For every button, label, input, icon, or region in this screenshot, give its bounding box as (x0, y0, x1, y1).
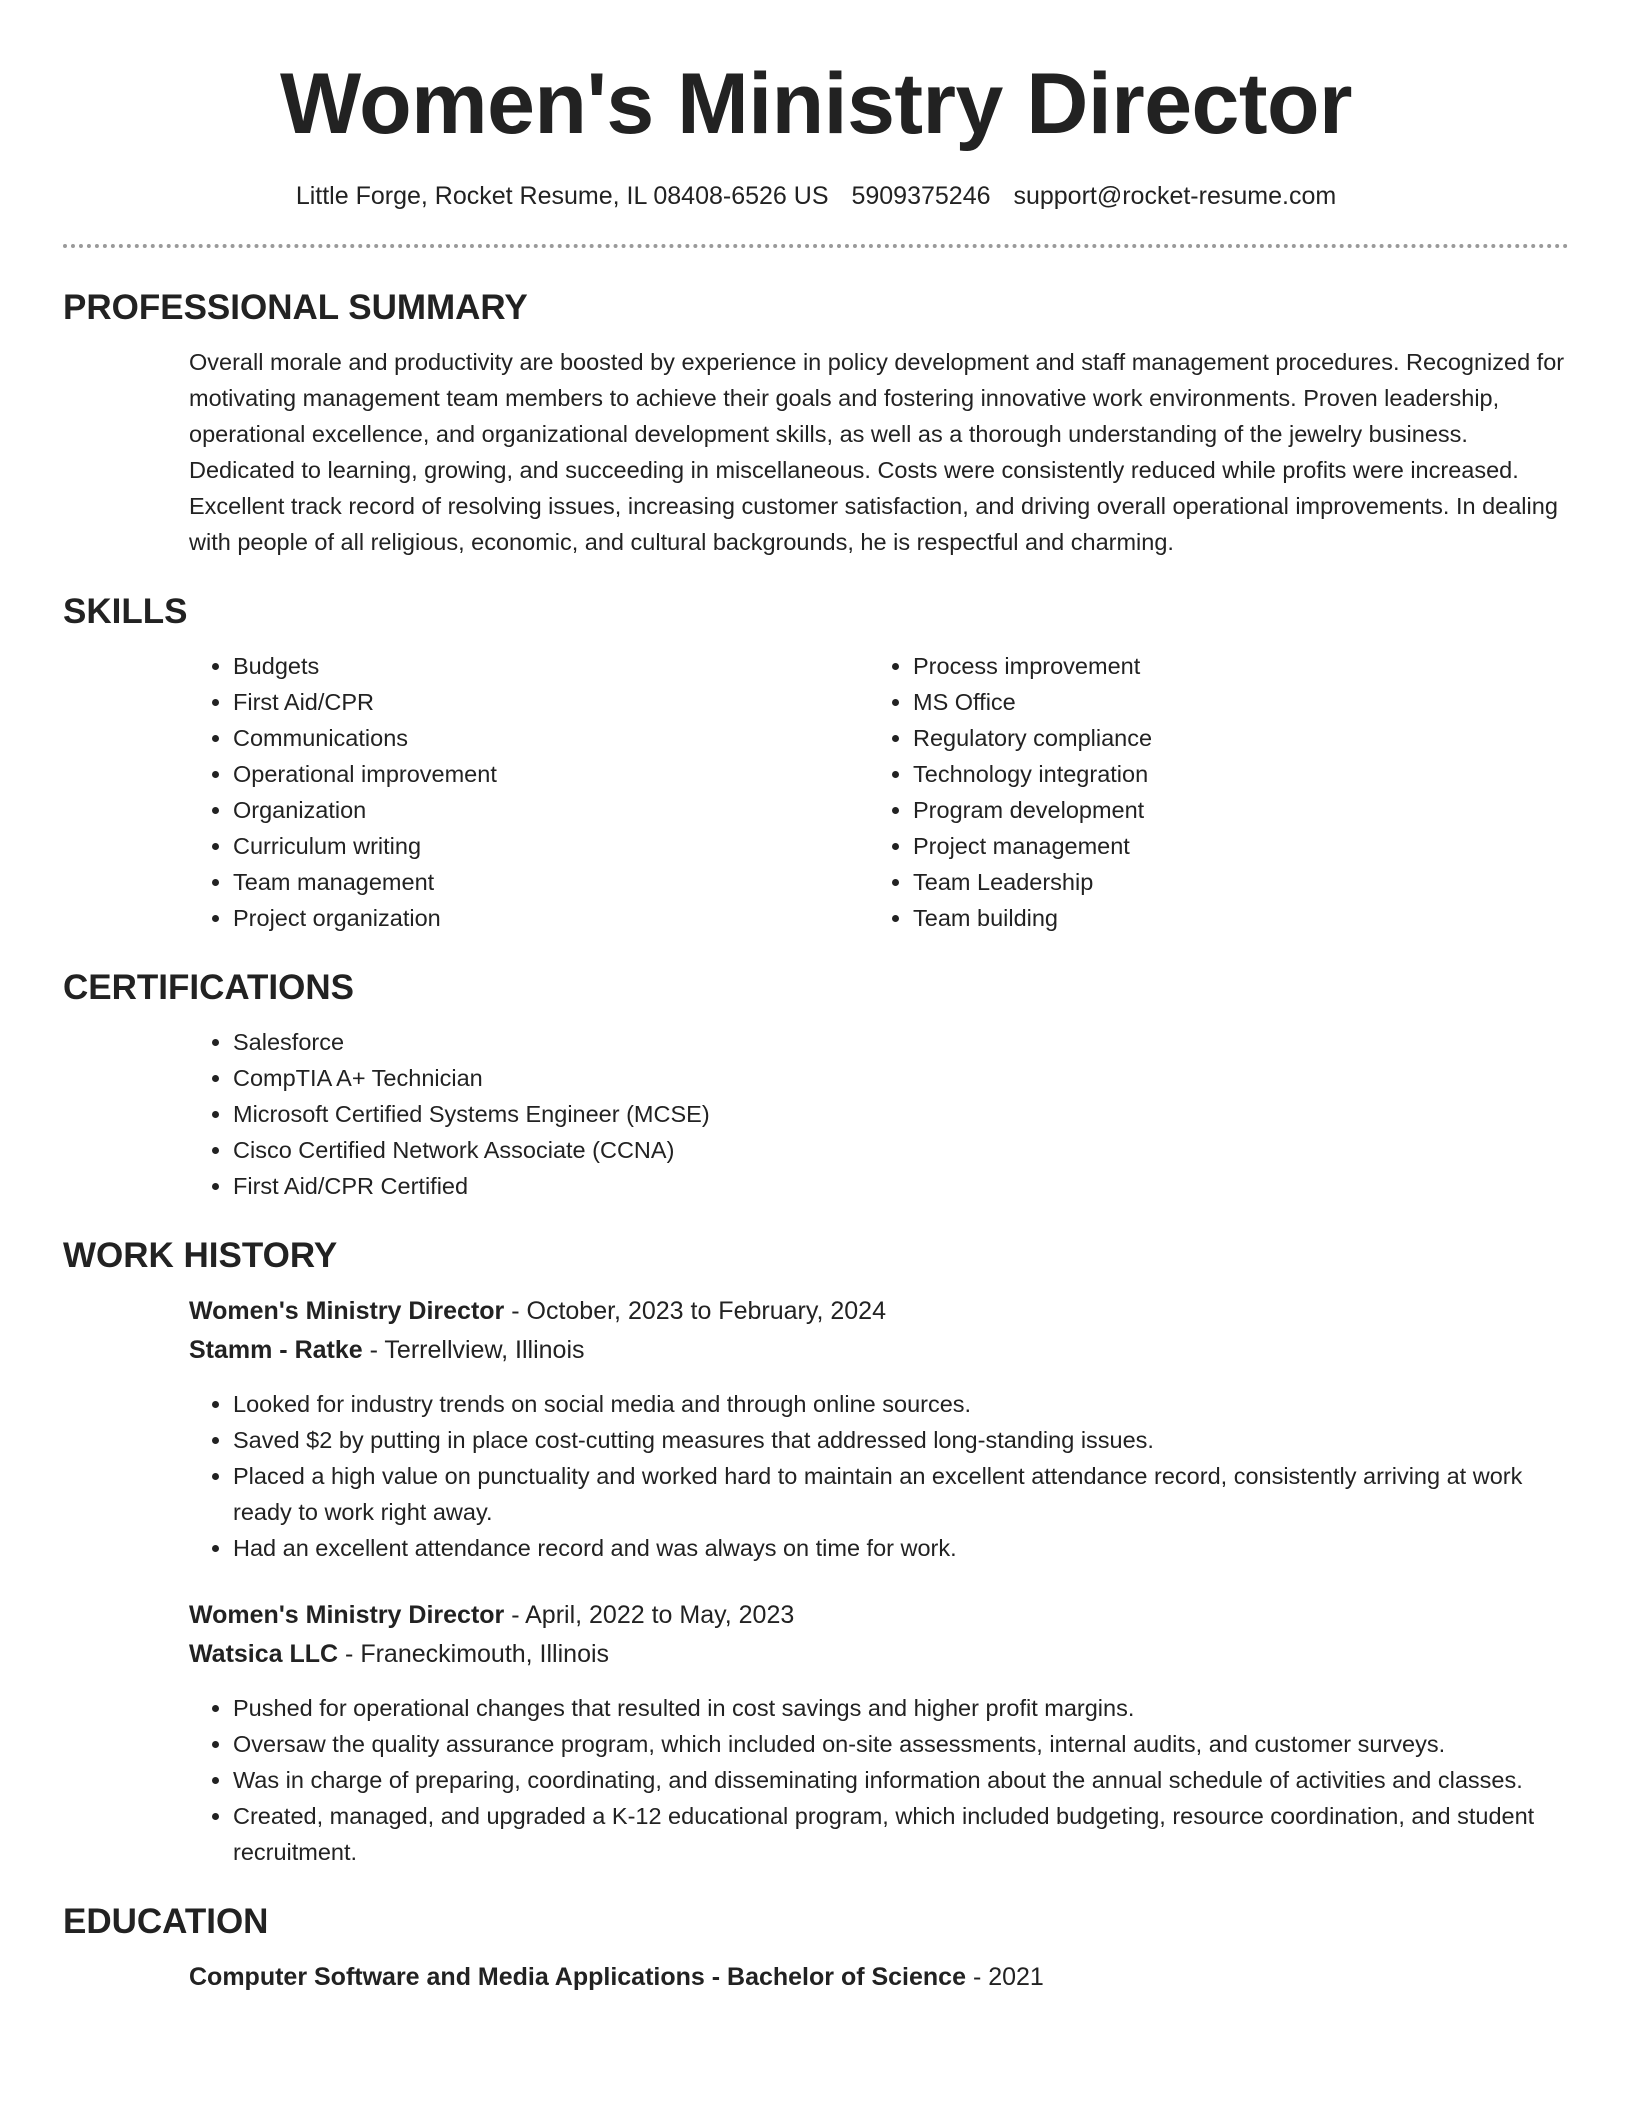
job-dates: - April, 2022 to May, 2023 (504, 1601, 795, 1629)
job-bullet: • Was in charge of preparing, coordinating, and disseminating information about the annual schedule of activities and classes. (233, 1762, 1569, 1798)
certifications-title: CERTIFICATIONS (63, 968, 355, 1007)
skill-item: • Process improvement (913, 648, 1549, 684)
job-location: - Terrellview, Illinois (362, 1336, 585, 1364)
summary-body (189, 344, 1569, 560)
job-entry (189, 1292, 1569, 1566)
certification-item: • Cisco Certified Network Associate (CCNA) (233, 1132, 1569, 1168)
job-company-line (189, 1331, 1569, 1370)
job-bullet: • Created, managed, and upgraded a K-12 educational program, which included budgeting, resource coordination, and student recruitment. (233, 1798, 1569, 1870)
skill-item: • Organization (233, 792, 869, 828)
education-title: EDUCATION (63, 1902, 269, 1941)
job-company: Stamm - Ratke (189, 1336, 363, 1364)
job-bullet: • Saved $2 by putting in place cost-cutting measures that addressed long-standing issues. (233, 1422, 1569, 1458)
skills-title: SKILLS (63, 592, 188, 631)
skill-item: • Project organization (233, 900, 869, 936)
skill-item: • MS Office (913, 684, 1549, 720)
skill-item: • Team Leadership (913, 864, 1549, 900)
skill-item: • Program development (913, 792, 1549, 828)
contact-phone: 5909375246 (851, 182, 991, 210)
skill-item: • Operational improvement (233, 756, 869, 792)
work-history-section (63, 1234, 1569, 1870)
job-bullet: • Oversaw the quality assurance program, which included on-site assessments, internal audits, and customer surveys. (233, 1726, 1569, 1762)
candidate-name: Women's Ministry Director (279, 56, 1353, 152)
education-year: - 2021 (966, 1963, 1044, 1991)
skill-item: • Technology integration (913, 756, 1549, 792)
job-bullet: • Pushed for operational changes that resulted in cost savings and higher profit margins. (233, 1690, 1569, 1726)
resume-header (0, 0, 1632, 212)
header-divider (63, 244, 1569, 248)
education-section (63, 1900, 1569, 1997)
education-degree: Computer Software and Media Applications - Bachelor of Science (189, 1963, 966, 1991)
skills-column-left (189, 648, 869, 936)
job-title-line (189, 1596, 1569, 1635)
summary-title: PROFESSIONAL SUMMARY (63, 288, 528, 327)
job-bullet: • Had an excellent attendance record and was always on time for work. (233, 1530, 1569, 1566)
skill-item: • Team management (233, 864, 869, 900)
skill-item: • Project management (913, 828, 1549, 864)
certification-item: • First Aid/CPR Certified (233, 1168, 1569, 1204)
skill-item: • Regulatory compliance (913, 720, 1549, 756)
skill-item: • First Aid/CPR (233, 684, 869, 720)
job-company-line (189, 1635, 1569, 1674)
work-history-title: WORK HISTORY (63, 1236, 338, 1275)
skills-grid (189, 648, 1569, 936)
certifications-section (63, 966, 1569, 1204)
education-body (189, 1958, 1569, 1997)
job-company: Watsica LLC (189, 1640, 339, 1668)
job-bullet: • Placed a high value on punctuality and worked hard to maintain an excellent attendance record, consistently arriving at work ready to work right away. (233, 1458, 1569, 1530)
job-location: - Franeckimouth, Illinois (338, 1640, 610, 1668)
contact-address: Little Forge, Rocket Resume, IL 08408-6526 US (295, 182, 829, 210)
job-role: Women's Ministry Director (189, 1601, 505, 1629)
education-entry (189, 1958, 1569, 1997)
summary-text: Overall morale and productivity are boosted by experience in policy development and staff management procedures. Recognized for motivating management team members to achieve their goals and fostering innovative work environments. Proven leadership, operational excellence, and organizational development skills, as well as a thorough understanding of the jewelry business. Dedicated to learning, growing, and succeeding in miscellaneous. Costs were consistently reduced while profits were increased. Excellent track record of resolving issues, increasing customer satisfaction, and driving overall operational improvements. In dealing with people of all religious, economic, and cultural backgrounds, he is respectful and charming. (189, 349, 1565, 555)
skill-item: • Team building (913, 900, 1549, 936)
job-bullet: • Looked for industry trends on social media and through online sources. (233, 1386, 1569, 1422)
skill-item: • Curriculum writing (233, 828, 869, 864)
job-role: Women's Ministry Director (189, 1297, 505, 1325)
contact-email: support@rocket-resume.com (1013, 182, 1337, 210)
skill-item: • Communications (233, 720, 869, 756)
certification-item: • Salesforce (233, 1024, 1569, 1060)
job-dates: - October, 2023 to February, 2024 (504, 1297, 886, 1325)
skill-item: • Budgets (233, 648, 869, 684)
certifications-body (189, 1024, 1569, 1204)
certification-item: • CompTIA A+ Technician (233, 1060, 1569, 1096)
certification-item: • Microsoft Certified Systems Engineer (MCSE) (233, 1096, 1569, 1132)
contact-line (0, 180, 1632, 212)
skills-column-right (869, 648, 1549, 936)
skills-section (63, 590, 1569, 936)
job-entry (189, 1596, 1569, 1870)
job-title-line (189, 1292, 1569, 1331)
summary-section (63, 286, 1569, 560)
